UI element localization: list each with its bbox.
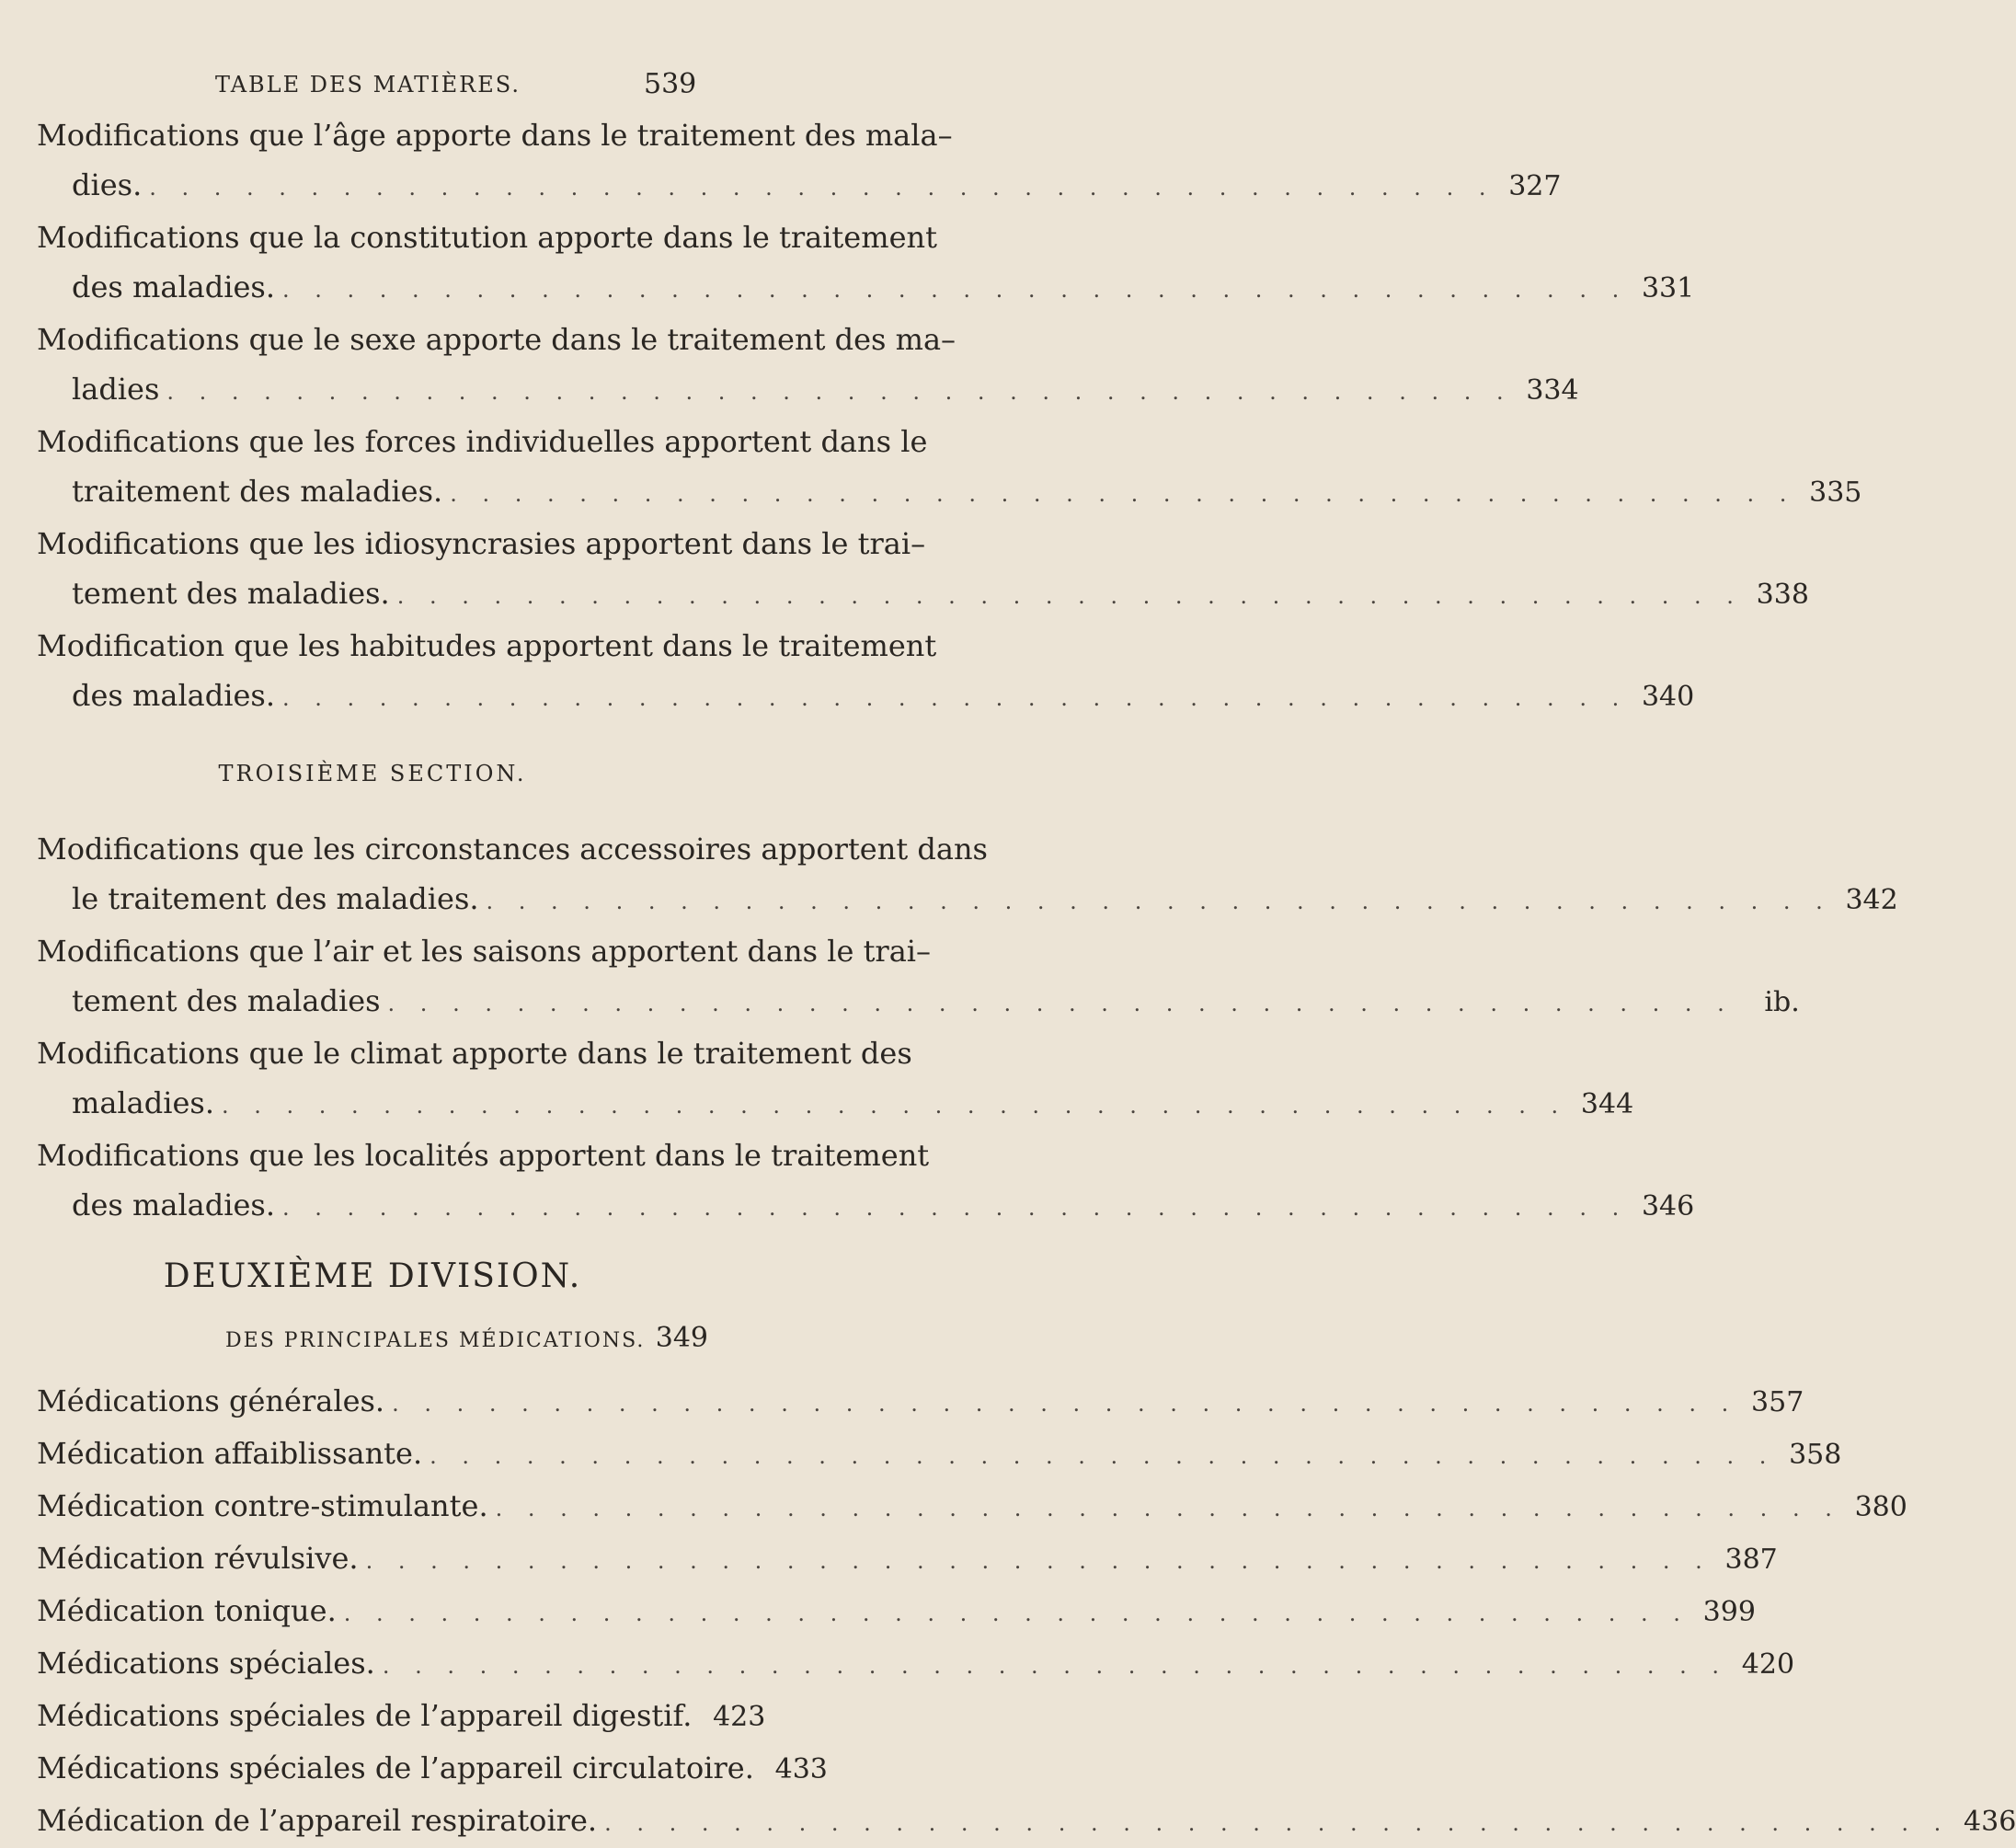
toc-entry-circonstances bbox=[37, 824, 1898, 926]
dot-leader bbox=[450, 469, 1795, 519]
toc-entry-age bbox=[37, 110, 1562, 212]
dot-leader bbox=[149, 163, 1495, 212]
dot-leader bbox=[397, 571, 1743, 621]
toc-entry-affaiblissante bbox=[37, 1429, 1842, 1481]
entry-text: Modifications que les circonstances accessoires apportent dans bbox=[37, 832, 988, 867]
entry-page: 327 bbox=[1508, 170, 1562, 202]
dot-leader bbox=[383, 1641, 1728, 1691]
section-heading: TROISIÈME SECTION. bbox=[218, 761, 527, 786]
toc-entry-habitudes bbox=[37, 621, 1695, 723]
entry-page: 331 bbox=[1641, 272, 1695, 304]
dot-leader bbox=[282, 1183, 1628, 1233]
entry-text: Médication révulsive. bbox=[37, 1541, 359, 1576]
dot-leader bbox=[344, 1589, 1690, 1638]
entry-text: Modifications que le sexe apporte dans le traitement des ma– bbox=[37, 322, 956, 357]
entry-text-continued: tement des maladies bbox=[72, 983, 381, 1018]
dot-leader bbox=[282, 265, 1628, 315]
entry-page: 344 bbox=[1580, 1088, 1634, 1120]
toc-entry-tonique bbox=[37, 1586, 1756, 1638]
entry-page: 420 bbox=[1741, 1648, 1795, 1681]
entry-text: Médications générales. bbox=[37, 1383, 385, 1418]
toc-entry-respiratoire bbox=[37, 1796, 2016, 1848]
entry-text: Médication affaiblissante. bbox=[37, 1436, 423, 1471]
entry-page: 380 bbox=[1854, 1491, 1907, 1523]
toc-entry-idiosyncrasies bbox=[37, 519, 1809, 621]
division-subheading-row bbox=[37, 1310, 708, 1367]
toc-entry-sexe bbox=[37, 315, 1579, 417]
entry-page: ib. bbox=[1764, 986, 1800, 1018]
entry-page: 335 bbox=[1809, 476, 1862, 509]
dot-leader bbox=[604, 1798, 1950, 1848]
entry-text: Modifications que le climat apporte dans le traitement des bbox=[37, 1036, 912, 1071]
running-title: TABLE DES MATIÈRES. bbox=[215, 72, 521, 98]
entry-text-continued: dies. bbox=[72, 167, 143, 202]
dot-leader bbox=[487, 877, 1832, 926]
toc-entry-localites bbox=[37, 1131, 1695, 1233]
toc-entry-digestif bbox=[37, 1691, 766, 1743]
dot-leader bbox=[392, 1379, 1737, 1429]
entry-text: Modifications que l’âge apporte dans le traitement des mala– bbox=[37, 118, 953, 153]
entry-text: Modifications que l’air et les saisons apportent dans le trai– bbox=[37, 934, 932, 969]
division-subheading: DES PRINCIPALES MÉDICATIONS. bbox=[225, 1329, 646, 1352]
toc-entry-revulsive bbox=[37, 1533, 1778, 1586]
toc-entry-constitution bbox=[37, 212, 1695, 315]
dot-leader bbox=[496, 1484, 1841, 1533]
entry-text: Modification que les habitudes apportent dans le traitement bbox=[37, 628, 937, 663]
entry-text: Médications spéciales. bbox=[37, 1646, 375, 1681]
entry-page: 399 bbox=[1702, 1596, 1756, 1628]
entry-page: 358 bbox=[1789, 1439, 1842, 1471]
entry-text: Modifications que la constitution apporte dans le traitement bbox=[37, 220, 937, 255]
page-header bbox=[0, 68, 736, 109]
entry-text: Modifications que les idiosyncrasies apportent dans le trai– bbox=[37, 526, 926, 561]
entry-text: Modifications que les localités apportent dans le traitement bbox=[37, 1138, 930, 1173]
entry-text: Modifications que les forces individuelles apportent dans le bbox=[37, 424, 928, 459]
dot-leader bbox=[166, 367, 1512, 417]
dot-leader bbox=[388, 979, 1734, 1028]
entry-text: Médications spéciales de l’appareil circulatoire. bbox=[37, 1750, 754, 1785]
entry-page: 340 bbox=[1641, 681, 1695, 713]
entry-page: 387 bbox=[1724, 1544, 1778, 1576]
entry-text-continued: tement des maladies. bbox=[72, 576, 390, 611]
entry-page: 357 bbox=[1751, 1386, 1804, 1418]
entry-page: 423 bbox=[713, 1701, 766, 1733]
toc-entry-generales bbox=[37, 1376, 1804, 1429]
entry-text-continued: traitement des maladies. bbox=[72, 474, 443, 509]
entry-page: 338 bbox=[1756, 579, 1809, 611]
toc-entry-air-saisons bbox=[37, 926, 1800, 1028]
dot-leader bbox=[222, 1081, 1567, 1131]
toc-entry-circulatoire bbox=[37, 1743, 828, 1796]
division-heading: DEUXIÈME DIVISION. bbox=[163, 1257, 582, 1295]
entry-text-continued: ladies bbox=[72, 372, 160, 407]
toc-entry-forces bbox=[37, 417, 1862, 519]
dot-leader bbox=[366, 1536, 1712, 1586]
entry-text-continued: des maladies. bbox=[72, 270, 275, 304]
entry-page: 433 bbox=[774, 1753, 828, 1785]
entry-text: Médication tonique. bbox=[37, 1593, 337, 1628]
dot-leader bbox=[282, 673, 1628, 723]
entry-text: Médication de l’appareil respiratoire. bbox=[37, 1803, 598, 1838]
dot-leader bbox=[430, 1431, 1775, 1481]
entry-page: 436 bbox=[1964, 1806, 2016, 1838]
table-of-contents bbox=[37, 110, 2016, 1848]
toc-entry-speciales bbox=[37, 1638, 1795, 1691]
entry-text: Médications spéciales de l’appareil digestif. bbox=[37, 1698, 693, 1733]
entry-page: 334 bbox=[1526, 374, 1579, 407]
toc-entry-contre-stimulante bbox=[37, 1481, 1907, 1533]
entry-text-continued: maladies. bbox=[72, 1085, 214, 1120]
entry-text-continued: des maladies. bbox=[72, 678, 275, 713]
entry-page: 346 bbox=[1641, 1190, 1695, 1222]
entry-text: Médication contre-stimulante. bbox=[37, 1488, 488, 1523]
entry-text-continued: des maladies. bbox=[72, 1188, 275, 1222]
page-number: 539 bbox=[644, 68, 697, 100]
toc-entry-climat bbox=[37, 1028, 1634, 1131]
entry-page: 349 bbox=[655, 1322, 708, 1354]
entry-text-continued: le traitement des maladies. bbox=[72, 881, 479, 916]
entry-page: 342 bbox=[1845, 884, 1898, 916]
